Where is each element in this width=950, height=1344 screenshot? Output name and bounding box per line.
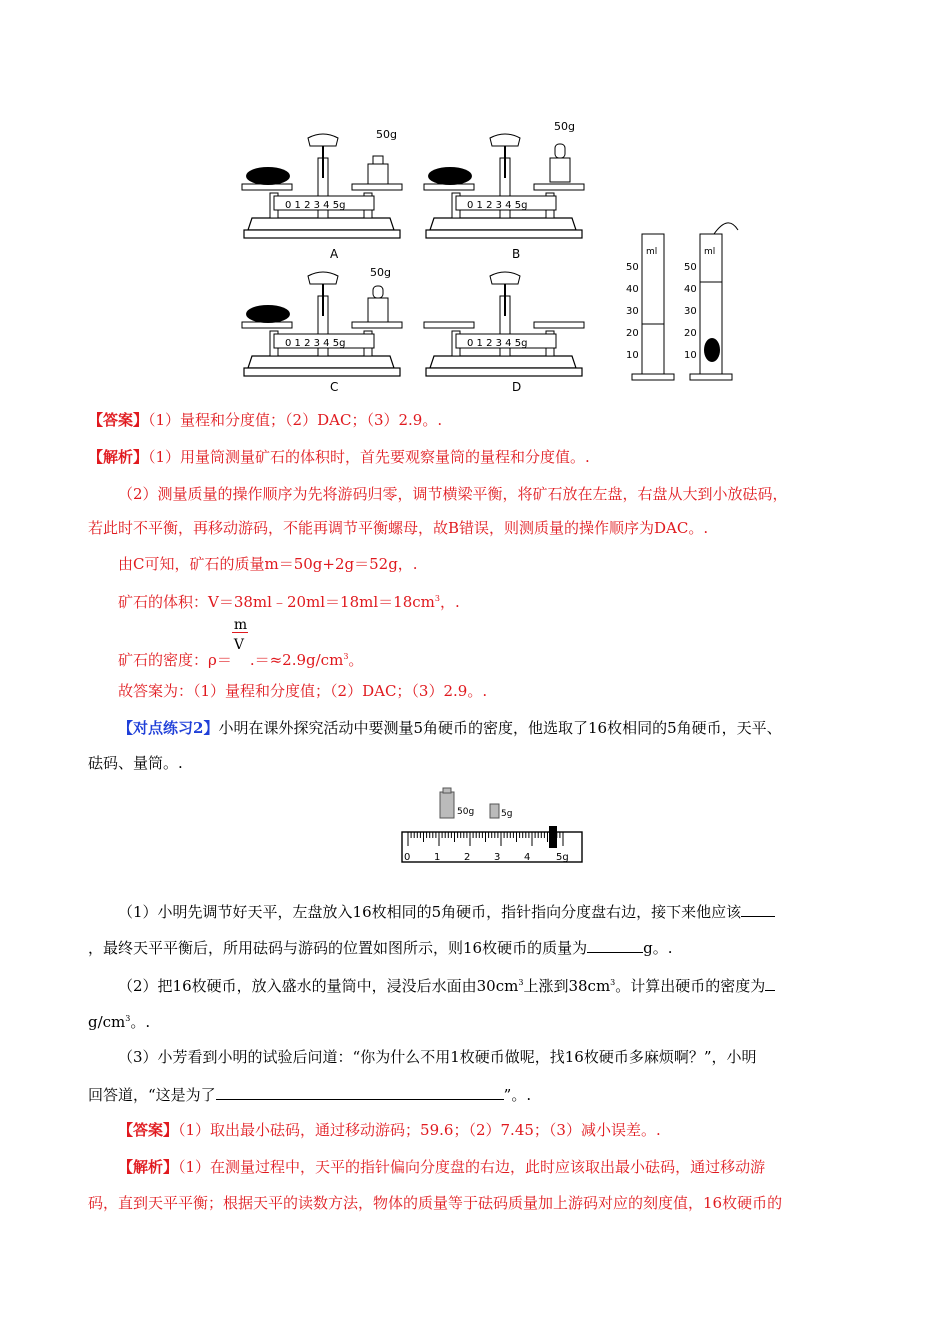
q2-answer: 【答案】（1）取出最小砝码，通过移动游码；59.6；（2）7.45；（3）减小误差。.: [118, 1121, 661, 1139]
q1-analysis-2: （2）测量质量的操作顺序为先将游码归零，调节横梁平衡，将矿石放在左盘，右盘从大到小放砝码，: [118, 485, 788, 503]
balance-figure: [230, 108, 775, 398]
q2-intro-2: 砝码、量筒。.: [88, 754, 183, 772]
q2-part1-a: （1）小明先调节好天平，左盘放入16枚相同的5角硬币，指针指向分度盘右边，接下来他应该: [118, 900, 775, 922]
q2-part1-b: ，最终天平平衡后，所用砝码与游码的位置如图所示，则16枚硬币的质量为 g。.: [88, 936, 672, 958]
q1-conclusion: 故答案为：（1）量程和分度值；（2）DAC；（3）2.9。.: [118, 682, 488, 700]
panel-label-b: B: [512, 247, 521, 261]
svg-text:30: 30: [684, 306, 697, 317]
scale-label-c: 0 1 2 3 4 5g: [285, 338, 346, 349]
rider-scale-figure: [398, 786, 590, 868]
svg-text:0: 0: [404, 852, 411, 863]
q2-analysis-1: 【解析】（1）在测量过程中，天平的指针偏向分度盘的右边，此时应该取出最小砝码，通过移动游: [118, 1158, 766, 1176]
weight-label-b: 50g: [554, 120, 575, 133]
q1-analysis-5: 矿石的体积：$V=38ml﹣20ml=18ml=18cm^3$，.: [118, 593, 460, 611]
svg-text:2: 2: [464, 852, 471, 863]
svg-text:ml: ml: [646, 247, 658, 257]
answer-blank-3[interactable]: [765, 974, 775, 991]
svg-text:50: 50: [626, 262, 639, 273]
scale-label-b: 0 1 2 3 4 5g: [467, 200, 528, 211]
svg-text:10: 10: [684, 350, 697, 361]
scale-label-a: 0 1 2 3 4 5g: [285, 200, 346, 211]
q1-analysis-6: 矿石的密度：ρ＝ $\frac{m}{V}$ $.=\approx 2.9g/cm^3$。: [118, 617, 364, 669]
svg-text:50: 50: [684, 262, 697, 273]
graduated-cylinder-empty: [626, 234, 674, 380]
panel-label-c: C: [330, 380, 339, 394]
svg-text:3: 3: [494, 852, 501, 863]
answer-blank-2[interactable]: [587, 936, 643, 953]
svg-text:30: 30: [626, 306, 639, 317]
panel-label-d: D: [512, 380, 522, 394]
q1-analysis-3: 若此时不平衡，再移动游码，不能再调节平衡螺母，故B错误，则测质量的操作顺序为DAC。.: [88, 519, 709, 537]
svg-text:1: 1: [434, 852, 441, 863]
answer-blank-1[interactable]: [741, 900, 775, 917]
q1-analysis-4: 由C可知，矿石的质量m＝50g+2g＝52g，.: [118, 555, 418, 573]
q2-intro-1: 【对点练习2】小明在课外探究活动中要测量5角硬币的密度，他选取了16枚相同的5角硬币，天平、: [118, 719, 782, 737]
weight-label-c: 50g: [370, 266, 391, 279]
svg-text:4: 4: [524, 852, 531, 863]
answer-blank-4[interactable]: [216, 1083, 504, 1100]
q1-answer: 【答案】（1）量程和分度值；（2）DAC；（3）2.9。.: [88, 411, 443, 429]
q2-part3-b: 回答道，“这是为了 ”。.: [88, 1083, 531, 1105]
q2-part2-b: $g/cm^3$。.: [88, 1013, 151, 1031]
svg-text:5g: 5g: [501, 809, 513, 819]
weight-label-a: 50g: [376, 128, 397, 141]
svg-text:40: 40: [684, 284, 697, 295]
svg-text:5g: 5g: [556, 852, 569, 863]
svg-text:40: 40: [626, 284, 639, 295]
graduated-cylinder-with-rock: [684, 223, 738, 380]
scale-label-d: 0 1 2 3 4 5g: [467, 338, 528, 349]
q2-part2-a: （2）把16枚硬币，放入盛水的量筒中，浸没后水面由$30cm^3$上涨到$38cm^3$。计算出硬币的密度为: [118, 973, 775, 996]
svg-text:50g: 50g: [457, 807, 475, 817]
q1-analysis-1: 【解析】（1）用量筒测量矿石的体积时，首先要观察量筒的量程和分度值。.: [88, 448, 590, 466]
svg-text:ml: ml: [704, 247, 716, 257]
svg-text:20: 20: [626, 328, 639, 339]
density-fraction: $\frac{m}{V}$: [233, 617, 248, 653]
svg-text:10: 10: [626, 350, 639, 361]
svg-text:20: 20: [684, 328, 697, 339]
panel-label-a: A: [330, 247, 339, 261]
q2-part3-a: （3）小芳看到小明的试验后问道：“你为什么不用1枚硬币做呢，找16枚硬币多麻烦啊？”，小明: [118, 1048, 757, 1066]
q2-analysis-2: 码，直到天平平衡；根据天平的读数方法，物体的质量等于砝码质量加上游码对应的刻度值，16枚硬币的: [88, 1194, 783, 1212]
